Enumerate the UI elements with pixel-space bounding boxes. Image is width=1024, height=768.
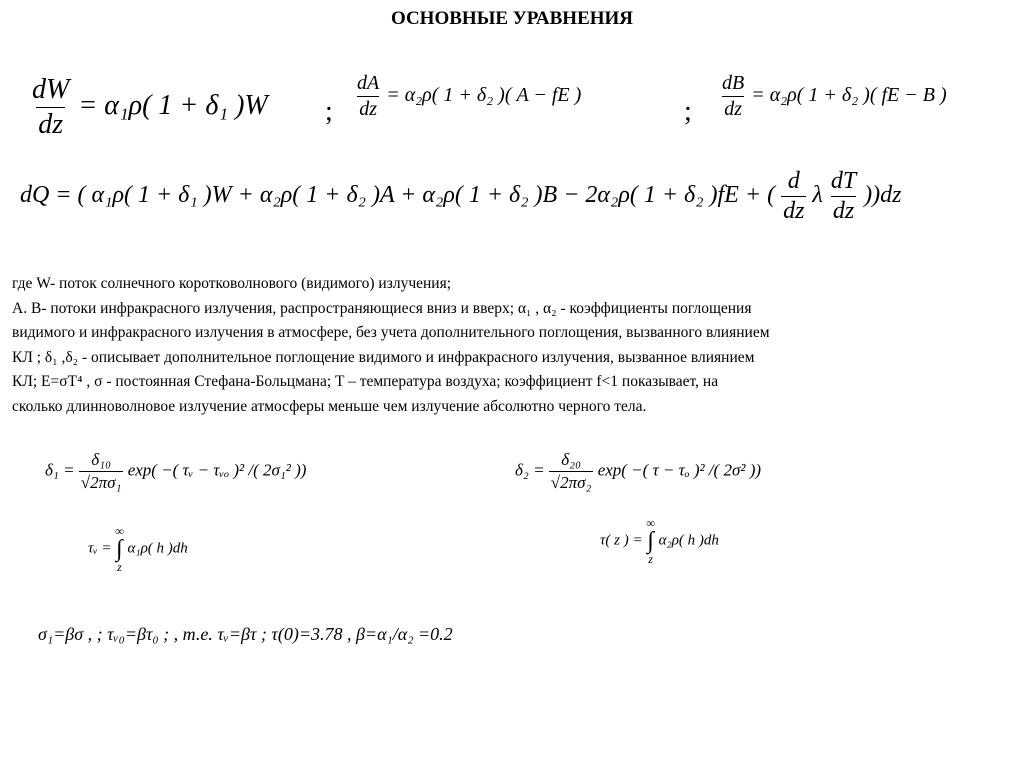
integral-symbol: ∫ [647, 528, 654, 554]
formula-exp: exp( −( τᵥ − τᵥₒ )² /( 2σ₁² )) [127, 460, 307, 480]
fraction-denominator: √2πσ₁ [80, 473, 122, 492]
parameters-line: σ₁=βσ , ; τᵥ₀=βτ₀ ; , т.е. τᵥ=βτ ; τ(0)=3.78 , β=α₁/α₂ =0.2 [38, 624, 453, 644]
equation-dq-lhs: dQ = ( α₁ρ( 1 + δ₁ )W + α₂ρ( 1 + δ₂ )A + α₂ρ( 1 + δ₂ )B − 2α₂ρ( 1 + δ₂ )fE + ( [20, 182, 776, 209]
fraction-denominator: dz [38, 109, 64, 140]
formula-lhs: τᵥ = [88, 540, 112, 557]
integral-sign [646, 516, 655, 566]
fraction-db-dz [720, 72, 746, 121]
integral-lower-limit: z [117, 560, 122, 574]
equation-rhs: = α₂ρ( 1 + δ₂ )( A − fE ) [386, 84, 582, 107]
fraction-denominator: dz [783, 198, 805, 224]
integral-upper-limit: ∞ [646, 516, 655, 530]
fraction-denominator: dz [832, 198, 855, 224]
integral-sign [115, 524, 124, 574]
fraction-denominator: dz [724, 98, 742, 120]
fraction-denominator: dz [359, 98, 377, 120]
formula-exp: exp( −( τ − τₒ )² /( 2σ² )) [597, 460, 762, 480]
description-line: КЛ ; δ₁ ,δ₂ - описывает дополнительное поглощение видимого и инфракрасного излучения, вызванное влиянием [12, 348, 755, 366]
equation-rhs: = α₁ρ( 1 + δ₁ )W [78, 89, 268, 121]
fraction-da-dz [355, 72, 381, 121]
description-line: КЛ; E=σT⁴ , σ - постоянная Стефана-Больцмана; T – температура воздуха; коэффициент f<1 показывает, на [12, 373, 719, 390]
formula-delta2 [515, 450, 761, 493]
equation-db [720, 72, 947, 121]
separator-semicolon: ; [325, 96, 333, 127]
description-line: сколько длинноволновое излучение атмосферы меньше чем излучение абсолютно черного тела. [12, 397, 647, 415]
page-title: ОСНОВНЫЕ УРАВНЕНИЯ [390, 8, 634, 29]
formula-lhs: δ₂ = [515, 460, 545, 480]
fraction-numerator: dB [722, 72, 745, 94]
fraction-d-dz [781, 168, 806, 225]
formula-lhs: δ₁ = [45, 460, 75, 480]
formula-delta1 [45, 450, 306, 493]
fraction-numerator: dA [357, 72, 380, 94]
fraction-delta1 [79, 450, 124, 493]
description-line: видимого и инфракрасного излучения в атмосфере, без учета дополнительного поглощения, вызванного влиянием [12, 324, 770, 341]
fraction-delta2 [549, 450, 594, 493]
lambda-symbol: λ [812, 182, 823, 209]
fraction-denominator: √2πσ₂ [550, 473, 592, 492]
formula-lhs: τ( z ) = [600, 532, 643, 549]
fraction-numerator: δ₂₀ [561, 450, 581, 469]
description-paragraph [12, 272, 1012, 419]
equation-rhs: = α₂ρ( 1 + δ₂ )( fE − B ) [751, 84, 947, 107]
fraction-numerator: δ₁₀ [91, 450, 111, 469]
formula-tau-z [600, 516, 719, 566]
description-line: где W- поток солнечного коротковолнового (видимого) излучения; [12, 275, 452, 292]
equation-dw [30, 74, 268, 141]
integral-upper-limit: ∞ [115, 524, 124, 538]
integral-symbol: ∫ [116, 536, 123, 562]
integrand: α₁ρ( h )dh [127, 540, 188, 557]
fraction-dw-dz [30, 74, 71, 141]
equation-dq [20, 168, 902, 225]
equation-da [355, 72, 581, 121]
fraction-numerator: dW [32, 74, 70, 105]
integral-lower-limit: z [648, 552, 653, 566]
fraction-numerator: dT [830, 168, 857, 194]
integrand: α₂ρ( h )dh [658, 532, 719, 549]
fraction-numerator: d [787, 168, 800, 194]
fraction-dt-dz [829, 168, 858, 225]
equation-dq-tail: ))dz [864, 182, 902, 209]
separator-semicolon: ; [684, 96, 692, 127]
description-line: А. В- потоки инфракрасного излучения, распространяющиеся вниз и вверх; α₁ , α₂ - коэффициенты поглощения [12, 299, 752, 317]
formula-tau-v [88, 524, 188, 574]
